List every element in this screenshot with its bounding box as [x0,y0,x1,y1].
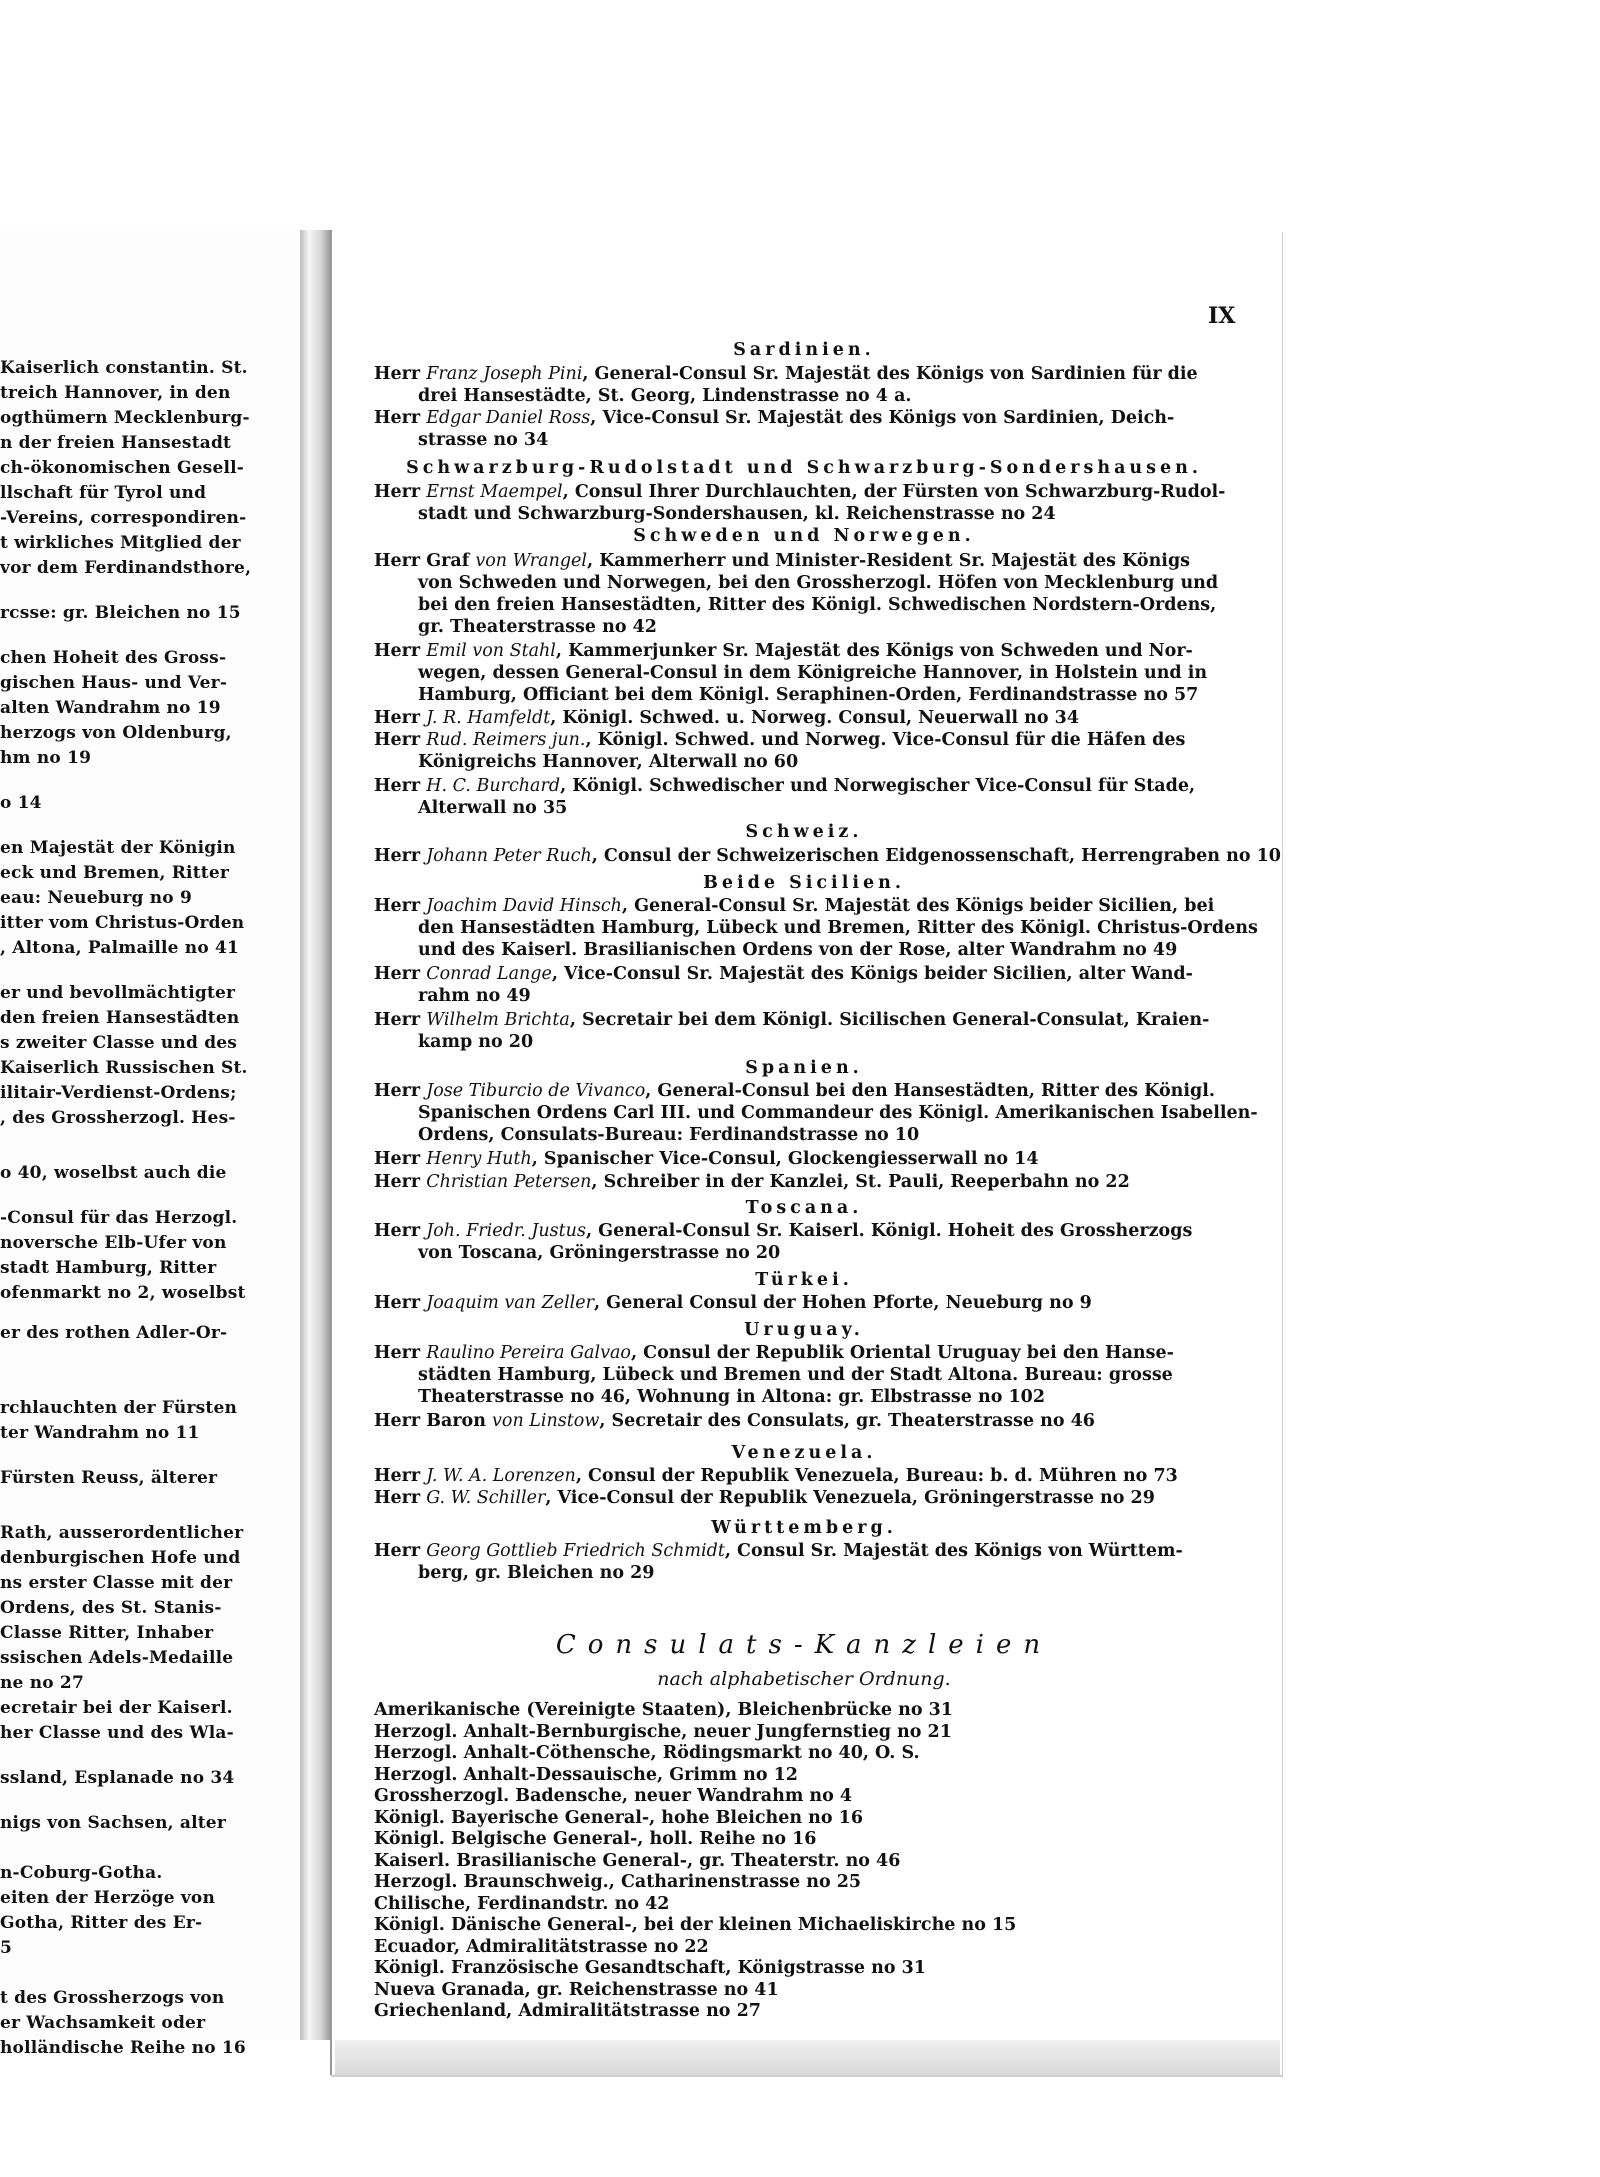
consul-entry [374,1466,1178,1486]
entry-continuation: Hamburg, Officiant bei dem Königl. Seraphinen-Orden, Ferdinandstrasse no 57 [418,685,1199,705]
consul-name: Raulino Pereira Galvao [426,1343,631,1363]
entry-prefix: Herr [374,1010,427,1030]
consul-entry [374,776,1195,796]
left-page-line: den freien Hansestädten [0,1008,240,1028]
entry-continuation: bei den freien Hansestädten, Ritter des Königl. Schwedischen Nordstern-Ordens, [418,595,1217,615]
entry-continuation: berg, gr. Bleichen no 29 [418,1563,655,1583]
page-number: IX [1208,303,1236,329]
left-page-line: ogthümern Mecklenburg- [0,408,250,428]
consul-entry [374,1541,1183,1561]
entry-continuation: rahm no 49 [418,986,531,1006]
consul-entry [374,1221,1192,1241]
kanzlei-item: Grossherzogl. Badensche, neuer Wandrahm no 4 [374,1786,853,1806]
entry-continuation: gr. Theaterstrasse no 42 [418,617,657,637]
left-page-line: er des rothen Adler-Or- [0,1323,228,1343]
kanzlei-item: Nueva Granada, gr. Reichenstrasse no 41 [374,1979,779,2000]
kanzlei-item: Ecuador, Admiralitätstrasse no 22 [374,1936,709,1957]
consul-name: J. W. A. Lorenzen [426,1466,576,1486]
consul-entry [374,730,1185,750]
consul-entry [374,408,1174,428]
entry-prefix: Herr [374,1149,427,1169]
entry-prefix: Herr [374,1343,427,1363]
consul-name: J. R. Hamfeldt [426,708,551,728]
left-page-line: eck und Bremen, Ritter [0,863,229,883]
entry-text: , Vice-Consul der Republik Venezuela, Gröningerstrasse no 29 [545,1488,1155,1508]
left-page-line: ch-ökonomischen Gesell- [0,458,245,478]
left-page-line: Classe Ritter, Inhaber [0,1623,214,1643]
kanzlei-item: Königl. Bayerische General-, hohe Bleichen no 16 [374,1807,864,1828]
consul-name: Conrad Lange [426,964,552,984]
left-page-line: noversche Elb-Ufer von [0,1233,227,1253]
entry-prefix: Herr [374,641,427,661]
left-page-line: denburgischen Hofe und [0,1548,241,1568]
page-edge [335,2040,1280,2075]
consul-entry [374,482,1225,502]
entry-prefix: Herr Baron [374,1411,493,1431]
entry-text: , General-Consul bei den Hansestädten, Ritter des Königl. [645,1081,1215,1101]
entry-text: , Consul der Republik Venezuela, Bureau: b. d. Mühren no 73 [575,1466,1178,1486]
entry-continuation: städten Hamburg, Lübeck und Bremen und der Stadt Altona. Bureau: grosse [418,1365,1173,1385]
left-page-line: Kaiserlich Russischen St. [0,1058,248,1078]
consul-entry [374,964,1193,984]
entry-prefix: Herr [374,1293,427,1313]
entry-continuation: drei Hansestädte, St. Georg, Lindenstrasse no 4 a. [418,386,912,406]
entry-prefix: Herr [374,776,427,796]
left-page-line: Fürsten Reuss, älterer [0,1468,218,1488]
consul-name: Henry Huth [426,1149,532,1169]
left-page-line: er und bevollmächtigter [0,983,236,1003]
consul-name: Emil von Stahl [426,641,556,661]
left-page-line: t wirkliches Mitglied der [0,533,241,553]
kanzlei-item: Herzogl. Anhalt-Bernburgische, neuer Jungfernstieg no 21 [374,1721,952,1742]
entry-text: , Kammerjunker Sr. Majestät des Königs von Schweden und Nor- [555,641,1193,661]
left-page-line: Kaiserlich constantin. St. [0,358,248,378]
left-page-line: o 40, woselbst auch die [0,1163,227,1183]
left-page-line: chen Hoheit des Gross- [0,648,227,668]
consul-entry [374,1293,1092,1313]
entry-text: , Consul Ihrer Durchlauchten, der Fürsten von Schwarzburg-Rudol- [562,482,1226,502]
left-page-line: treich Hannover, in den [0,383,231,403]
entry-text: , Spanischer Vice-Consul, Glockengiesserwall no 14 [531,1149,1039,1169]
country-heading: Venezuela. [731,1443,877,1463]
consul-entry [374,641,1193,661]
entry-prefix: Herr [374,964,427,984]
kanzlei-item: Königl. Belgische General-, holl. Reihe no 16 [374,1829,817,1849]
entry-text: , Consul der Schweizerischen Eidgenossenschaft, Herrengraben no 10 [591,846,1281,866]
entry-text: , Vice-Consul Sr. Majestät des Königs von Sardinien, Deich- [590,408,1175,428]
left-page-line: , des Grossherzogl. Hes- [0,1108,236,1128]
consul-entry [374,551,1190,571]
country-heading: Schweiz. [745,822,863,842]
country-heading: Württemberg. [711,1518,897,1538]
consul-entry [374,708,1079,728]
left-page-line: eiten der Herzöge von [0,1888,216,1908]
left-page-line: rchlauchten der Fürsten [0,1398,238,1418]
entry-continuation: und des Kaiserl. Brasilianischen Ordens von der Rose, alter Wandrahm no 49 [418,940,1178,960]
entry-continuation: kamp no 20 [418,1032,534,1052]
left-page-line: gischen Haus- und Ver- [0,673,228,693]
left-page-line: , Altona, Palmaille no 41 [0,938,240,958]
kanzlei-item: Kaiserl. Brasilianische General-, gr. Theaterstr. no 46 [374,1850,901,1871]
left-page-line: s zweiter Classe und des [0,1033,238,1053]
consul-name: Joh. Friedr. Justus [426,1221,586,1241]
consul-name: Johann Peter Ruch [426,846,592,866]
consul-entry [374,1010,1209,1030]
country-heading: Sardinien. [733,340,875,360]
entry-text: , General-Consul Sr. Kaiserl. Königl. Hoheit des Grossherzogs [585,1221,1193,1241]
left-page-line: Ordens, des St. Stanis- [0,1598,222,1618]
entry-prefix: Herr [374,1488,427,1508]
kanzlei-item: Amerikanische (Vereinigte Staaten), Bleichenbrücke no 31 [374,1700,953,1720]
entry-text: , Consul Sr. Majestät des Königs von Württem- [724,1541,1183,1561]
left-page-line: ofenmarkt no 2, woselbst [0,1283,246,1303]
kanzlei-item: Chilische, Ferdinandstr. no 42 [374,1893,670,1914]
consul-name: Christian Petersen [426,1172,592,1192]
left-page-line: nigs von Sachsen, alter [0,1813,226,1833]
kanzlei-item: Herzogl. Anhalt-Cöthensche, Rödingsmarkt no 40, O. S. [374,1743,920,1763]
entry-text: , General Consul der Hohen Pforte, Neueburg no 9 [594,1293,1092,1313]
entry-continuation: Spanischen Ordens Carl III. und Commandeur des Königl. Amerikanischen Isabellen- [418,1103,1258,1123]
consul-name: von Wrangel [475,551,588,571]
entry-text: , Königl. Schwedischer und Norwegischer Vice-Consul für Stade, [560,776,1196,796]
entry-text: , Königl. Schwed. und Norweg. Vice-Consul für die Häfen des [585,730,1186,750]
left-page-line: eau: Neueburg no 9 [0,888,192,908]
consul-entry [374,1149,1039,1169]
consul-name: G. W. Schiller [426,1488,546,1508]
consul-entry [374,364,1198,384]
left-page-line: n der freien Hansestadt [0,433,232,453]
entry-continuation: den Hansestädten Hamburg, Lübeck und Bremen, Ritter des Königl. Christus-Ordens [418,918,1258,938]
left-page-line: n-Coburg-Gotha. [0,1863,163,1883]
left-page-line: herzogs von Oldenburg, [0,723,232,743]
left-page-line: stadt Hamburg, Ritter [0,1258,217,1278]
entry-text: , Consul der Republik Oriental Uruguay bei den Hanse- [630,1343,1174,1363]
country-heading: Toscana. [745,1198,863,1218]
entry-text: , Kammerherr und Minister-Resident Sr. Majestät des Königs [587,551,1191,571]
entry-continuation: wegen, dessen General-Consul in dem Königreiche Hannover, in Holstein und in [418,663,1208,683]
entry-continuation: Königreichs Hannover, Alterwall no 60 [418,752,799,772]
left-page-line: hm no 19 [0,748,92,768]
left-page-line: vor dem Ferdinandsthore, [0,558,252,578]
left-page-line: -Consul für das Herzogl. [0,1208,238,1228]
kanzlei-item: Königl. Französische Gesandtschaft, Königstrasse no 31 [374,1958,926,1978]
kanzlei-item: Herzogl. Braunschweig., Catharinenstrasse no 25 [374,1872,862,1892]
consul-entry [374,1343,1174,1363]
left-page-line: holländische Reihe no 16 [0,2038,246,2058]
consul-entry [374,896,1214,916]
consul-name: von Linstow [492,1411,600,1431]
consul-name: Franz Joseph Pini [426,364,583,384]
entry-prefix: Herr [374,1081,427,1101]
entry-prefix: Herr [374,1541,427,1561]
entry-prefix: Herr [374,482,427,502]
left-page-line: ssischen Adels-Medaille [0,1648,234,1668]
country-heading: Türkei. [755,1270,853,1290]
consul-entry [374,846,1281,866]
kanzlei-item: Königl. Dänische General-, bei der kleinen Michaeliskirche no 15 [374,1915,1017,1935]
left-page-line: er Wachsamkeit oder [0,2013,206,2033]
entry-continuation: strasse no 34 [418,430,549,450]
kanzleien-subtitle: nach alphabetischer Ordnung. [657,1668,951,1690]
left-page-line: en Majestät der Königin [0,838,236,858]
left-page-line: alten Wandrahm no 19 [0,698,221,718]
entry-prefix: Herr Graf [374,551,476,571]
consul-name: Joachim David Hinsch [426,896,622,916]
left-page-line: -Vereins, correspondiren- [0,508,247,528]
entry-continuation: Theaterstrasse no 46, Wohnung in Altona: gr. Elbstrasse no 102 [418,1387,1045,1407]
entry-text: , Schreiber in der Kanzlei, St. Pauli, Reeperbahn no 22 [591,1172,1130,1192]
country-heading: Schweden und Norwegen. [633,526,975,546]
consul-name: Georg Gottlieb Friedrich Schmidt [426,1541,725,1561]
entry-prefix: Herr [374,1172,427,1192]
left-page-line: rcsse: gr. Bleichen no 15 [0,603,241,623]
consul-name: Edgar Daniel Ross [426,408,591,428]
entry-text: , General-Consul Sr. Majestät des Königs von Sardinien für die [582,364,1198,384]
left-page-line: ter Wandrahm no 11 [0,1423,200,1443]
entry-prefix: Herr [374,408,427,428]
entry-continuation: Alterwall no 35 [418,798,568,818]
entry-text: , General-Consul Sr. Majestät des Königs beider Sicilien, bei [621,896,1215,916]
left-page-line: ns erster Classe mit der [0,1573,233,1593]
entry-continuation: stadt und Schwarzburg-Sondershausen, kl. Reichenstrasse no 24 [418,504,1056,524]
left-page-line: her Classe und des Wla- [0,1723,234,1743]
entry-text: , Königl. Schwed. u. Norweg. Consul, Neuerwall no 34 [550,708,1080,728]
entry-text: , Secretair bei dem Königl. Sicilischen General-Consulat, Kraien- [569,1010,1210,1030]
entry-prefix: Herr [374,846,427,866]
book-spine [300,230,330,2040]
kanzlei-item: Griechenland, Admiralitätstrasse no 27 [374,2001,761,2021]
left-page [0,230,300,2058]
entry-continuation: von Toscana, Gröningerstrasse no 20 [418,1243,781,1263]
entry-prefix: Herr [374,896,427,916]
entry-text: , Vice-Consul Sr. Majestät des Königs beider Sicilien, alter Wand- [551,964,1193,984]
consul-name: Wilhelm Brichta [426,1010,570,1030]
left-page-line: llschaft für Tyrol und [0,483,207,503]
left-page-line: ilitair-Verdienst-Ordens; [0,1083,237,1103]
consul-entry [374,1411,1095,1431]
country-heading: Schwarzburg-Rudolstadt und Schwarzburg-Sondershausen. [406,458,1202,478]
consul-name: Ernst Maempel [426,482,563,502]
country-heading: Spanien. [745,1058,863,1078]
country-heading: Uruguay. [744,1320,864,1340]
entry-continuation: Ordens, Consulats-Bureau: Ferdinandstrasse no 10 [418,1125,920,1145]
kanzlei-item: Herzogl. Anhalt-Dessauische, Grimm no 12 [374,1764,798,1785]
entry-prefix: Herr [374,1221,427,1241]
entry-prefix: Herr [374,1466,427,1486]
left-page-line: ne no 27 [0,1673,84,1693]
consul-name: Rud. Reimers jun. [426,730,586,750]
consul-entry [374,1081,1215,1101]
entry-prefix: Herr [374,708,427,728]
entry-prefix: Herr [374,364,427,384]
consul-entry [374,1172,1130,1192]
left-page-line: o 14 [0,793,42,813]
left-page-line: t des Grossherzogs von [0,1988,225,2008]
left-page-line: 5 [0,1938,13,1958]
left-page-line: ssland, Esplanade no 34 [0,1768,235,1788]
left-page-line: ecretair bei der Kaiserl. [0,1698,233,1718]
left-page-line: Gotha, Ritter des Er- [0,1913,203,1933]
consul-name: H. C. Burchard [426,776,561,796]
kanzleien-title: Consulats-Kanzleien [555,1630,1053,1660]
left-page-line: itter vom Christus-Orden [0,913,245,933]
entry-continuation: von Schweden und Norwegen, bei den Grossherzogl. Höfen von Mecklenburg und [418,573,1219,593]
entry-prefix: Herr [374,730,427,750]
consul-entry [374,1488,1155,1508]
country-heading: Beide Sicilien. [703,873,905,893]
entry-text: , Secretair des Consulats, gr. Theaterstrasse no 46 [599,1411,1095,1431]
left-page-line: Rath, ausserordentlicher [0,1523,244,1543]
consul-name: Jose Tiburcio de Vivanco [426,1081,646,1101]
consul-name: Joaquim van Zeller [426,1293,594,1313]
